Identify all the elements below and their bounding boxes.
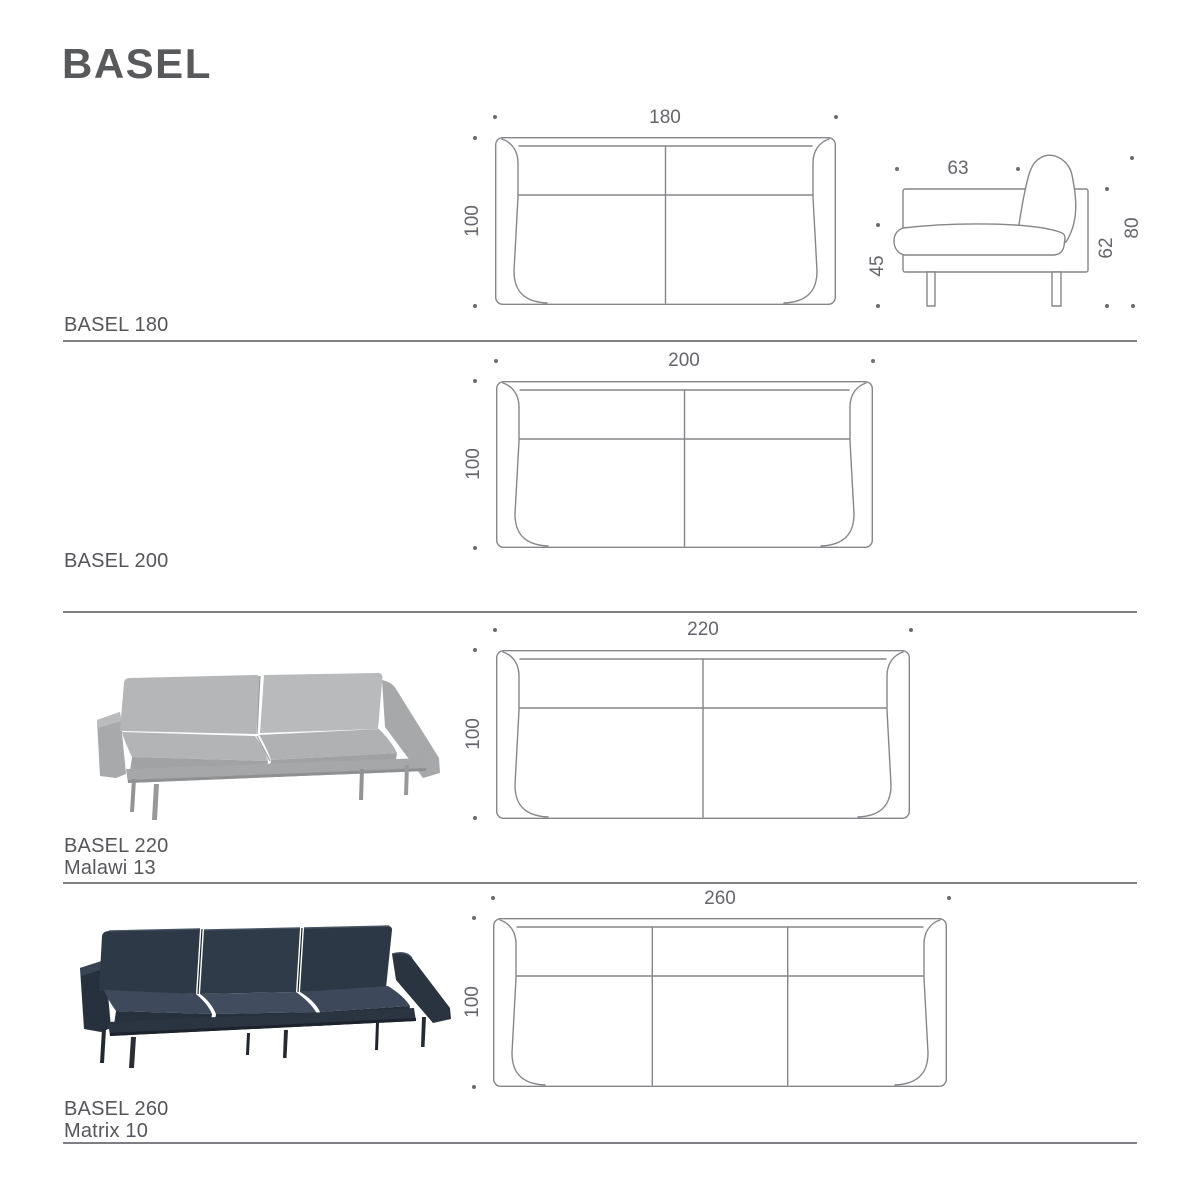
top-view-drawing: [491, 916, 949, 1089]
dimension-label: 260: [704, 888, 736, 909]
side-view-drawing: [892, 148, 1094, 311]
dimension-label: 100: [462, 205, 483, 237]
dimension-dot: [493, 115, 497, 119]
dimension-dot: [1131, 304, 1135, 308]
top-view-drawing: [494, 379, 875, 550]
dimension-label: 220: [687, 619, 719, 640]
dimension-label: 63: [947, 158, 969, 179]
dimension-dot: [876, 223, 880, 227]
dimension-label: 100: [463, 448, 484, 480]
dimension-label: 45: [867, 255, 888, 277]
dimension-dot: [1105, 187, 1109, 191]
dimension-dot: [876, 304, 880, 308]
dimension-dot: [1130, 156, 1134, 160]
product-name: BASEL 220: [64, 835, 169, 857]
dimension-label: 180: [649, 107, 681, 128]
top-view-drawing: [494, 648, 912, 821]
dimension-dot: [895, 167, 899, 171]
dimension-label: 200: [668, 350, 700, 371]
dimension-dot: [472, 1085, 476, 1089]
top-view-drawing: [493, 135, 838, 307]
dimension-dot: [871, 359, 875, 363]
dimension-dot: [494, 359, 498, 363]
dimension-dot: [473, 648, 477, 652]
row-divider: [63, 340, 1137, 342]
row-divider: [63, 1142, 1137, 1144]
dimension-dot: [1105, 304, 1109, 308]
row-divider: [63, 611, 1137, 613]
product-name: BASEL 260: [64, 1098, 169, 1120]
product-photo-basel-220: [92, 672, 444, 822]
dimension-label: 80: [1122, 217, 1143, 239]
dimension-dot: [473, 379, 477, 383]
row-divider: [63, 882, 1137, 884]
product-photo-basel-260: [76, 922, 454, 1070]
product-name: BASEL 180: [64, 314, 169, 336]
dimension-label: 100: [463, 718, 484, 750]
dimension-dot: [834, 115, 838, 119]
dimension-dot: [473, 304, 477, 308]
dimension-dot: [473, 136, 477, 140]
dimension-label: 62: [1096, 237, 1117, 259]
dimension-dot: [947, 896, 951, 900]
product-name: BASEL 200: [64, 550, 169, 572]
dimension-label: 100: [462, 986, 483, 1018]
dimension-dot: [473, 546, 477, 550]
page-title: BASEL: [62, 40, 212, 87]
product-fabric: Matrix 10: [64, 1120, 149, 1142]
dimension-dot: [473, 816, 477, 820]
dimension-dot: [472, 916, 476, 920]
product-fabric: Malawi 13: [64, 857, 156, 879]
dimension-dot: [491, 896, 495, 900]
dimension-dot: [1016, 167, 1020, 171]
dimension-dot: [493, 628, 497, 632]
dimension-dot: [909, 628, 913, 632]
